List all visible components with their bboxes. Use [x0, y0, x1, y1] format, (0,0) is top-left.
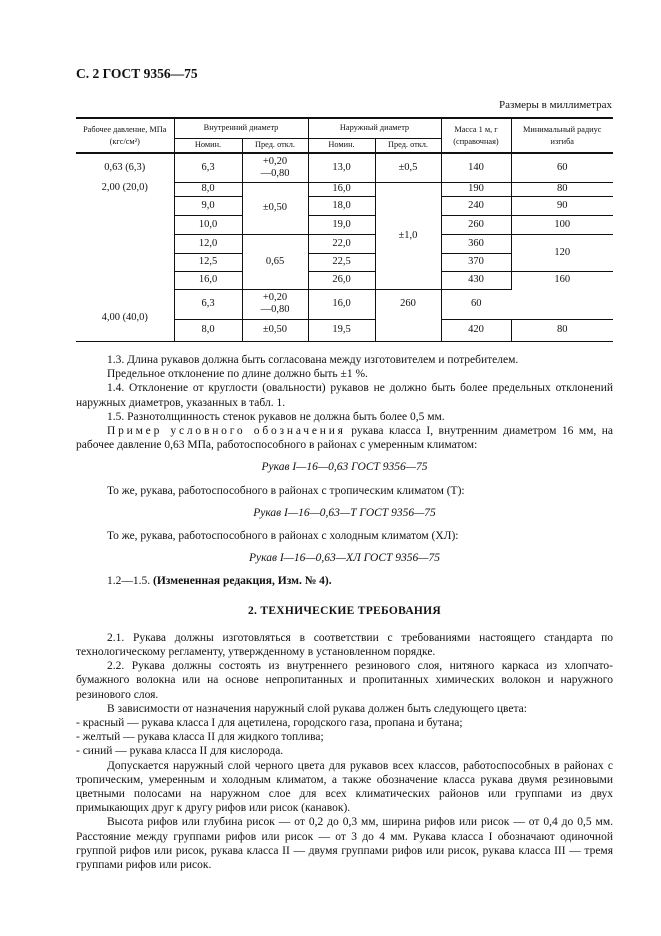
deviation-lower: —0,80: [260, 167, 290, 179]
example-label: Пример условного обозначения: [107, 425, 346, 438]
header-outer-nominal: Номин.: [308, 138, 375, 153]
list-item: - желтый — рукава класса II для жидкого топлива;: [76, 731, 324, 744]
header-outer-deviation: Пред. откл.: [375, 138, 441, 153]
header-inner-nominal: Номин.: [174, 138, 242, 153]
radius-cell: 90: [511, 196, 613, 215]
color-intro: В зависимости от назначения наружный слой рукава должен быть следующего цвета:: [107, 702, 527, 715]
inner-deviation-cell: 0,65: [242, 234, 308, 289]
paragraph-2-1: 2.1. Рукава должны изготовляться в соответствии с требованиями настоящего стандарта по технологическому регламенту, утвержденному в установленном порядке.: [76, 631, 613, 659]
units-note: Размеры в миллиметрах: [499, 99, 612, 111]
section-title: 2. ТЕХНИЧЕСКИЕ ТРЕБОВАНИЯ: [247, 604, 442, 617]
outer-nominal-cell: 18,0: [308, 196, 375, 215]
radius-cell: 80: [511, 319, 613, 341]
inner-nominal-cell: 12,0: [174, 234, 242, 253]
header-outer-diameter: Наружный диаметр: [308, 118, 441, 138]
outer-deviation-cell: [375, 319, 441, 341]
outer-nominal-cell: 16,0: [308, 289, 375, 319]
example-paragraph: [76, 424, 613, 452]
radius-cell: 60: [511, 153, 613, 182]
paragraph-1-4: 1.4. Отклонение от круглости (овальности) рукавов не должно быть более предельных отклонений наружных диаметров, указанных в табл. 1.: [76, 382, 613, 409]
paragraph-1-3b: Предельное отклонение по длине должно быть ±1 %.: [107, 368, 368, 381]
radius-cell: 100: [511, 215, 613, 234]
outer-nominal-cell: 13,0: [308, 153, 375, 182]
outer-deviation-cell: ±1,0: [375, 182, 441, 289]
cold-note: То же, рукава, работоспособного в районах с холодным климатом (ХЛ):: [107, 530, 459, 543]
mass-cell: 260: [375, 289, 441, 319]
revision-number: 1.2—1.5.: [107, 575, 153, 588]
header-inner-deviation: Пред. откл.: [242, 138, 308, 153]
inner-nominal-cell: 16,0: [174, 271, 242, 289]
mass-cell: 140: [441, 153, 511, 182]
pressure-cell: 4,00 (40,0): [101, 311, 148, 323]
outer-nominal-cell: 22,0: [308, 234, 375, 253]
outer-nominal-cell: 19,5: [308, 319, 375, 341]
designation-formula-3: Рукав I—16—0,63—ХЛ ГОСТ 9356—75: [248, 552, 441, 565]
list-item: - красный — рукава класса I для ацетилена, городского газа, пропана и бутана;: [76, 717, 463, 730]
radius-cell: 80: [511, 182, 613, 196]
mass-cell: 420: [441, 319, 511, 341]
radius-cell: 160: [511, 271, 613, 289]
pressure-cell: 0,63 (6,3): [104, 162, 146, 173]
deviation-upper: +0,20: [262, 155, 288, 167]
example-text: рукава класса I, внутренним диаметром 16 мм, на рабочее давление 0,63 МПа, работоспособного в районах с умеренным климатом:: [76, 425, 614, 452]
mass-cell: 260: [441, 215, 511, 234]
outer-nominal-cell: 26,0: [308, 271, 375, 289]
inner-nominal-cell: 10,0: [174, 215, 242, 234]
tropical-note: То же, рукава, работоспособного в районах с тропическим климатом (Т):: [107, 484, 465, 497]
revision-note: [76, 574, 613, 588]
paragraph-1-3a: 1.3. Длина рукавов должна быть согласована между изготовителем и потребителем.: [107, 354, 519, 366]
header-pressure: Рабочее давление, МПа (кгс/см²): [76, 118, 174, 153]
inner-nominal-cell: 6,3: [174, 289, 242, 319]
designation-formula-1: Рукав I—16—0,63 ГОСТ 9356—75: [261, 461, 428, 474]
paragraph-1-5: 1.5. Разнотолщинность стенок рукавов не должна быть более 0,5 мм.: [107, 410, 445, 423]
radius-cell: 120: [511, 234, 613, 271]
inner-nominal-cell: 12,5: [174, 253, 242, 271]
page-header: С. 2 ГОСТ 9356—75: [76, 66, 198, 81]
inner-nominal-cell: 9,0: [174, 196, 242, 215]
dimensions-table: [76, 117, 613, 342]
outer-nominal-cell: 19,0: [308, 215, 375, 234]
mass-cell: 370: [441, 253, 511, 271]
ribs-paragraph: Высота рифов или глубина рисок — от 0,2 до 0,3 мм, ширина рифов или рисок — от 0,4 до 0,5 мм. Расстояние между группами рифов или рисок — от 3 до 4 мм. Рукава класса I обозначают одиночной группой рифов или рисок, рукава класса II — двумя группами рифов или рисок, рукава класса III — тремя группами рифов или рисок.: [76, 816, 613, 872]
inner-deviation-cell: [242, 289, 308, 319]
inner-nominal-cell: 6,3: [174, 153, 242, 182]
inner-deviation-cell: [242, 153, 308, 182]
radius-cell: 60: [441, 289, 511, 319]
outer-nominal-cell: 22,5: [308, 253, 375, 271]
paragraph-2-2: 2.2. Рукава должны состоять из внутреннего резинового слоя, нитяного каркаса из хлопчато-бумажного волокна или на основе непропитанных и пропитанных химических волокон и наружного резинового слоя.: [76, 660, 613, 701]
inner-nominal-cell: 8,0: [174, 319, 242, 341]
revision-label: (Измененная редакция, Изм. № 4).: [153, 575, 332, 588]
header-bend-radius: Минимальный радиус изгиба: [511, 118, 613, 153]
designation-formula-2: Рукав I—16—0,63—Т ГОСТ 9356—75: [253, 506, 436, 519]
black-layer-paragraph: Допускается наружный слой черного цвета для рукавов всех классов, работоспособных в районах с тропическим, умеренным и холодным климатом, а также обозначение класса рукава двумя резиновыми цветными полосами на наружном слое для всех климатических районов или группами из двух примыкающих друг к другу рифов или рисок (канавок).: [76, 759, 613, 815]
inner-nominal-cell: 8,0: [174, 182, 242, 196]
outer-nominal-cell: 16,0: [308, 182, 375, 196]
outer-deviation-cell: ±0,5: [375, 153, 441, 182]
mass-cell: 240: [441, 196, 511, 215]
mass-cell: 360: [441, 234, 511, 253]
pressure-cell: 2,00 (20,0): [101, 182, 148, 193]
body-text: [76, 353, 613, 872]
mass-cell: 430: [441, 271, 511, 289]
mass-cell: 190: [441, 182, 511, 196]
deviation-upper: +0,20: [262, 292, 288, 303]
header-mass: Масса 1 м, г (справочная): [441, 118, 511, 153]
deviation-lower: —0,80: [260, 304, 290, 315]
list-item: - синий — рукава класса II для кислорода.: [76, 745, 284, 758]
inner-deviation-cell: ±0,50: [242, 182, 308, 234]
header-inner-diameter: Внутренний диаметр: [174, 118, 308, 138]
inner-deviation-cell: ±0,50: [242, 319, 308, 341]
